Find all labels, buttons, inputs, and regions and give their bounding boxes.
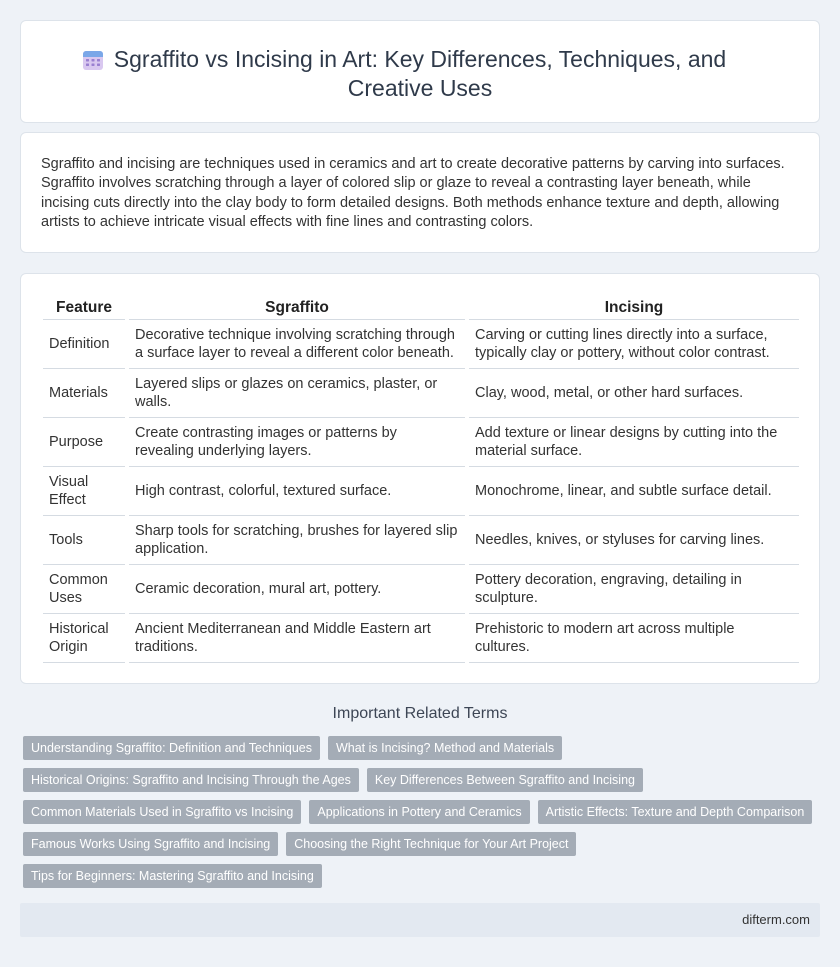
table-row [43, 515, 799, 564]
row-feature: Common Uses [43, 564, 127, 613]
row-sgraffito: Ceramic decoration, mural art, pottery. [127, 564, 467, 613]
table-row [43, 368, 799, 417]
table-row [43, 466, 799, 515]
row-feature: Tools [43, 515, 127, 564]
page-title: Sgraffito vs Incising in Art: Key Differences, Techniques, and Creative Uses [113, 46, 727, 101]
row-incising: Pottery decoration, engraving, detailing in sculpture. [467, 564, 799, 613]
related-term-tag[interactable]: Applications in Pottery and Ceramics [309, 800, 529, 824]
row-feature: Purpose [43, 417, 127, 466]
table-row [43, 417, 799, 466]
related-term-tag[interactable]: Historical Origins: Sgraffito and Incising Through the Ages [23, 768, 359, 792]
related-terms-title: Important Related Terms [332, 705, 508, 722]
table-row [43, 613, 799, 662]
row-incising: Monochrome, linear, and subtle surface detail. [467, 466, 799, 515]
table-header-row [43, 294, 799, 319]
related-term-tag[interactable]: Artistic Effects: Texture and Depth Comparison [538, 800, 813, 824]
row-feature: Materials [43, 368, 127, 417]
related-term-tag[interactable]: Tips for Beginners: Mastering Sgraffito and Incising [23, 864, 322, 888]
row-sgraffito: Create contrasting images or patterns by revealing underlying layers. [127, 417, 467, 466]
intro-card [20, 132, 820, 253]
row-feature: Historical Origin [43, 613, 127, 662]
comparison-table [43, 294, 799, 663]
related-term-tag[interactable]: Understanding Sgraffito: Definition and Techniques [23, 736, 320, 760]
header-incising: Incising [467, 294, 799, 319]
row-feature: Definition [43, 319, 127, 368]
row-incising: Prehistoric to modern art across multiple cultures. [467, 613, 799, 662]
related-term-tag[interactable]: Choosing the Right Technique for Your Art Project [286, 832, 576, 856]
row-feature: Visual Effect [43, 466, 127, 515]
intro-paragraph: Sgraffito and incising are techniques used in ceramics and art to create decorative patterns by carving into surfaces. Sgraffito involves scratching through a layer of colored slip or glaze to reveal a contrasting layer beneath, while incising cuts directly into the clay body to form detailed designs. Both methods enhance texture and depth, allowing artists to achieve intricate visual effects with fine lines and contrasting colors. [41, 156, 785, 230]
row-sgraffito: High contrast, colorful, textured surface. [127, 466, 467, 515]
row-sgraffito: Decorative technique involving scratching through a surface layer to reveal a different color beneath. [127, 319, 467, 368]
header-feature: Feature [43, 294, 127, 319]
comparison-card [20, 273, 820, 684]
row-incising: Needles, knives, or styluses for carving lines. [467, 515, 799, 564]
related-term-tag[interactable]: Key Differences Between Sgraffito and Incising [367, 768, 643, 792]
row-sgraffito: Sharp tools for scratching, brushes for layered slip application. [127, 515, 467, 564]
row-sgraffito: Layered slips or glazes on ceramics, plaster, or walls. [127, 368, 467, 417]
related-term-tag[interactable]: Common Materials Used in Sgraffito vs Incising [23, 800, 301, 824]
row-sgraffito: Ancient Mediterranean and Middle Eastern art traditions. [127, 613, 467, 662]
row-incising: Add texture or linear designs by cutting into the material surface. [467, 417, 799, 466]
footer-site-link[interactable]: difterm.com [742, 912, 810, 927]
footer [20, 903, 820, 937]
related-term-tag[interactable]: Famous Works Using Sgraffito and Incising [23, 832, 278, 856]
table-row [43, 564, 799, 613]
row-incising: Carving or cutting lines directly into a surface, typically clay or pottery, without color contrast. [467, 319, 799, 368]
header-sgraffito: Sgraffito [127, 294, 467, 319]
table-row [43, 319, 799, 368]
related-term-tag[interactable]: What is Incising? Method and Materials [328, 736, 562, 760]
row-incising: Clay, wood, metal, or other hard surfaces. [467, 368, 799, 417]
related-terms-list [23, 736, 803, 896]
title-card [20, 20, 820, 123]
